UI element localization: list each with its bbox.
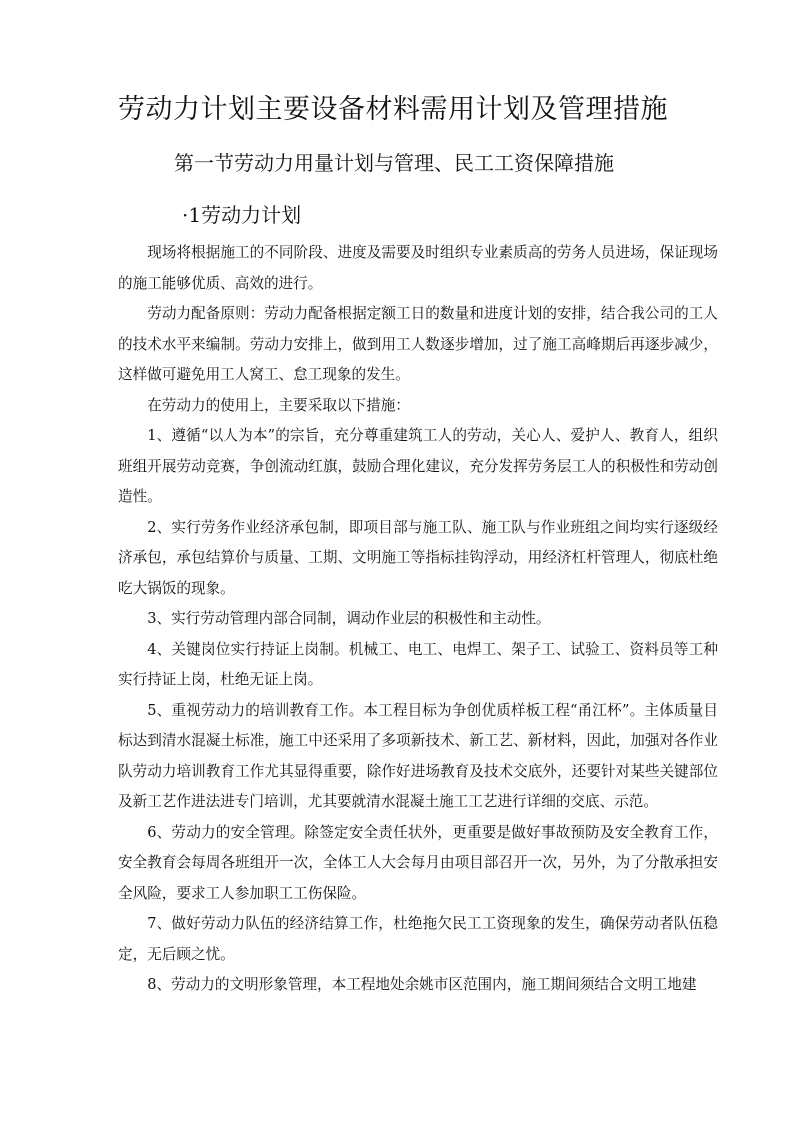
document-title: 劳动力计划主要设备材料需用计划及管理措施 xyxy=(118,94,668,125)
paragraph-item-6: 6、劳动力的安全管理。除签定安全责任状外，更重要是做好事故预防及安全教育工作，安全教育会每周各班组开一次，全体工人大会每月由项目部召开一次，另外，为了分散承担安全风险，要求工人参加职工工伤保险。 xyxy=(118,823,718,902)
paragraph-measures-intro: 在劳动力的使用上，主要采取以下措施： xyxy=(147,396,410,414)
paragraph-principle: 劳动力配备原则：劳动力配备根据定额工日的数量和进度计划的安排，结合我公司的工人的技术水平来编制。劳动力安排上，做到用工人数逐步增加，过了施工高峰期后再逐步减少，这样做可避免用工人窝工、怠工现象的发生。 xyxy=(118,305,718,383)
paragraph-item-8: 8、劳动力的文明形象管理，本工程地处余姚市区范围内，施工期间须结合文明工地建 xyxy=(147,976,697,993)
paragraph-item-7: 7、做好劳动力队伍的经济结算工作，杜绝拖欠民工工资现象的发生，确保劳动者队伍稳定，无后顾之忧。 xyxy=(118,915,718,963)
paragraph-item-1: 1、遵循“以人为本”的宗旨，充分尊重建筑工人的劳动，关心人、爱护人、教育人，组织班组开展劳动竞赛，争创流动红旗，鼓励合理化建议，充分发挥劳务层工人的积极性和劳动创造性。 xyxy=(118,427,718,505)
subsection-title: ·1劳动力计划 xyxy=(182,203,302,227)
paragraph-item-5: 5、重视劳动力的培训教育工作。本工程目标为争创优质样板工程“甬江杯”。主体质量目标达到清水混凝土标准，施工中还采用了多项新技术、新工艺、新材料，因此，加强对各作业队劳动力培训教育工作尤其显得重要，除作好进场教育及技术交底外，还要针对某些关键部位及新工艺作进法进专门培训，尤其要就清水混凝土施工工艺进行详细的交底、示范。 xyxy=(118,701,718,810)
paragraph-item-3: 3、实行劳动管理内部合同制，调动作业层的积极性和主动性。 xyxy=(147,610,551,627)
section-title: 第一节劳动力用量计划与管理、民工工资保障措施 xyxy=(174,151,614,175)
paragraph-item-2: 2、实行劳务作业经济承包制，即项目部与施工队、施工队与作业班组之间均实行逐级经济承包，承包结算价与质量、工期、文明施工等指标挂钩浮动，用经济杠杆管理人，彻底杜绝吃大锅饭的现象。 xyxy=(118,518,718,597)
document-body xyxy=(118,238,718,1001)
paragraph-intro: 现场将根据施工的不同阶段、进度及需要及时组织专业素质高的劳务人员进场，保证现场的施工能够优质、高效的进行。 xyxy=(118,244,718,292)
paragraph-item-4: 4、关键岗位实行持证上岗制。机械工、电工、电焊工、架子工、试验工、资料员等工种实行持证上岗，杜绝无证上岗。 xyxy=(118,640,718,688)
